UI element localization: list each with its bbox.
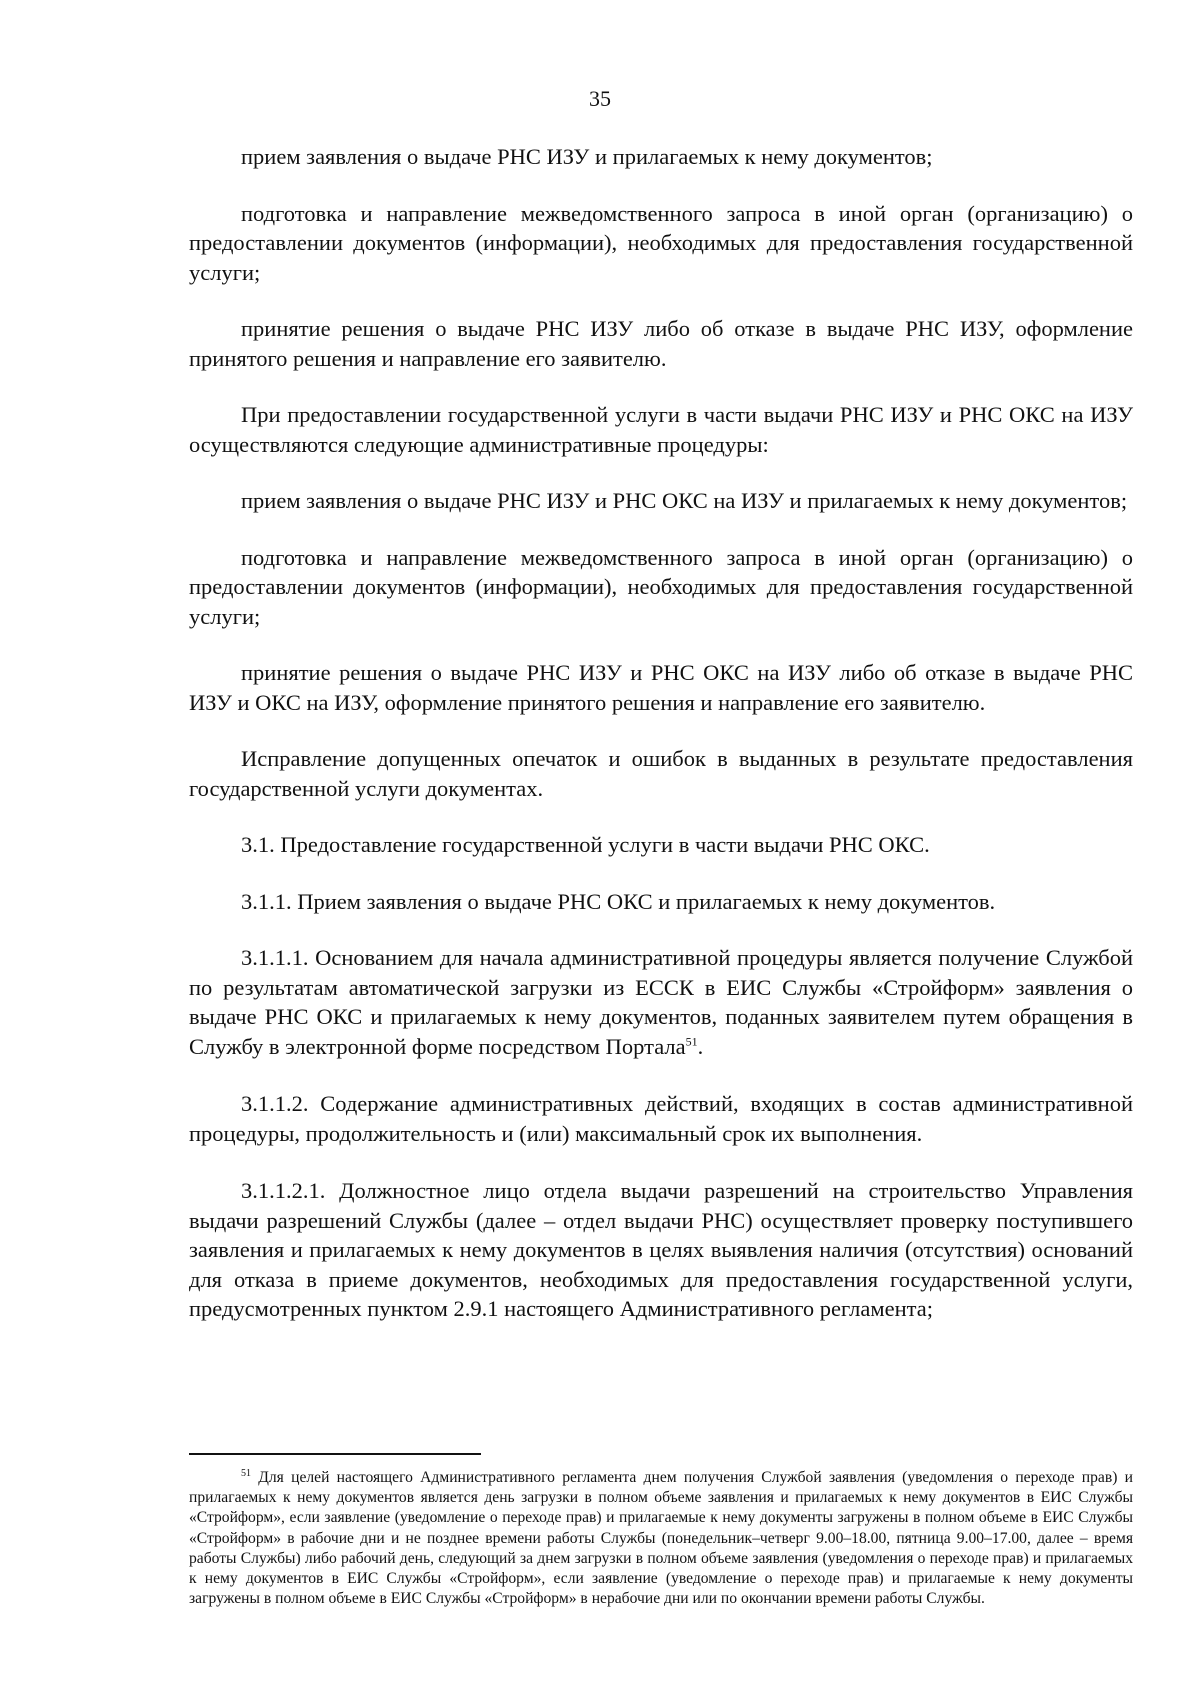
clause-3-1-1-1	[189, 943, 1133, 1061]
paragraph: подготовка и направление межведомственного запроса в иной орган (организацию) о предоставлении документов (информации), необходимых для предоставления государственной услуги;	[189, 544, 1133, 629]
paragraph: Исправление допущенных опечаток и ошибок в выданных в результате предоставления государственной услуги документах.	[189, 746, 1133, 801]
paragraph: прием заявления о выдаче РНС ИЗУ и прилагаемых к нему документов;	[241, 144, 933, 169]
section-heading: 3.1. Предоставление государственной услуги в части выдачи РНС ОКС.	[241, 832, 930, 857]
paragraph: подготовка и направление межведомственного запроса в иной орган (организацию) о предоставлении документов (информации), необходимых для предоставления государственной услуги;	[189, 200, 1133, 285]
clause-tail: .	[697, 1033, 704, 1059]
clause-text: 3.1.1.1. Основанием для начала административной процедуры является получение Службой по результатам автоматической загрузки из ЕССК в ЕИС Службы «Стройформ» заявления о выдаче РНС ОКС и прилагаемых к нему документов, поданных заявителем путем обращения в Службу в электронной форме посредством Портала	[189, 945, 1133, 1059]
page-number: 35	[589, 86, 611, 111]
footnote-marker: 51	[241, 1467, 251, 1479]
clause-3-1-1-2-1: 3.1.1.2.1. Должностное лицо отдела выдачи разрешений на строительство Управления выдачи разрешений Службы (далее – отдел выдачи РНС) осуществляет проверку поступившего заявления и прилагаемых к нему документов в целях выявления наличия (отсутствия) оснований для отказа в приеме документов, необходимых для предоставления государственной услуги, предусмотренных пунктом 2.9.1 настоящего Административного регламента;	[189, 1178, 1133, 1321]
paragraph: прием заявления о выдаче РНС ИЗУ и РНС ОКС на ИЗУ и прилагаемых к нему документов;	[241, 488, 1128, 513]
footnote-separator	[189, 1453, 481, 1455]
document-body	[189, 142, 1133, 1352]
paragraph: принятие решения о выдаче РНС ИЗУ либо об отказе в выдаче РНС ИЗУ, оформление принятого решения и направление его заявителю.	[189, 316, 1133, 371]
paragraph: принятие решения о выдаче РНС ИЗУ и РНС ОКС на ИЗУ либо об отказе в выдаче РНС ИЗУ и ОКС на ИЗУ, оформление принятого решения и направление его заявителю.	[189, 660, 1133, 715]
footnote	[189, 1468, 1133, 1609]
paragraph: При предоставлении государственной услуги в части выдачи РНС ИЗУ и РНС ОКС на ИЗУ осуществляются следующие административные процедуры:	[189, 402, 1133, 457]
footnote-reference: 51	[685, 1034, 698, 1048]
footnote-text: Для целей настоящего Административного регламента днем получения Службой заявления (уведомления о переходе прав) и прилагаемых к нему документов является день загрузки в полном объеме заявления и прилагаемых к нему документов в ЕИС Службы «Стройформ», если заявление (уведомление о переходе прав) и прилагаемые к нему документы загружены в полном объеме в ЕИС Службы «Стройформ» в рабочие дни и не позднее времени работы Службы (понедельник–четверг 9.00–18.00, пятница 9.00–17.00, далее – время работы Службы) либо рабочий день, следующий за днем загрузки в полном объеме заявления (уведомления о переходе прав) и прилагаемых к нему документов в ЕИС Службы «Стройформ», если заявление (уведомление о переходе прав) и прилагаемые к нему документы загружены в полном объеме в ЕИС Службы «Стройформ» в нерабочие дни или по окончании времени работы Службы.	[189, 1469, 1133, 1608]
subsection-heading: 3.1.1. Прием заявления о выдаче РНС ОКС и прилагаемых к нему документов.	[241, 888, 996, 914]
clause-3-1-1-2: 3.1.1.2. Содержание административных действий, входящих в состав административной процедуры, продолжительность и (или) максимальный срок их выполнения.	[189, 1091, 1133, 1146]
